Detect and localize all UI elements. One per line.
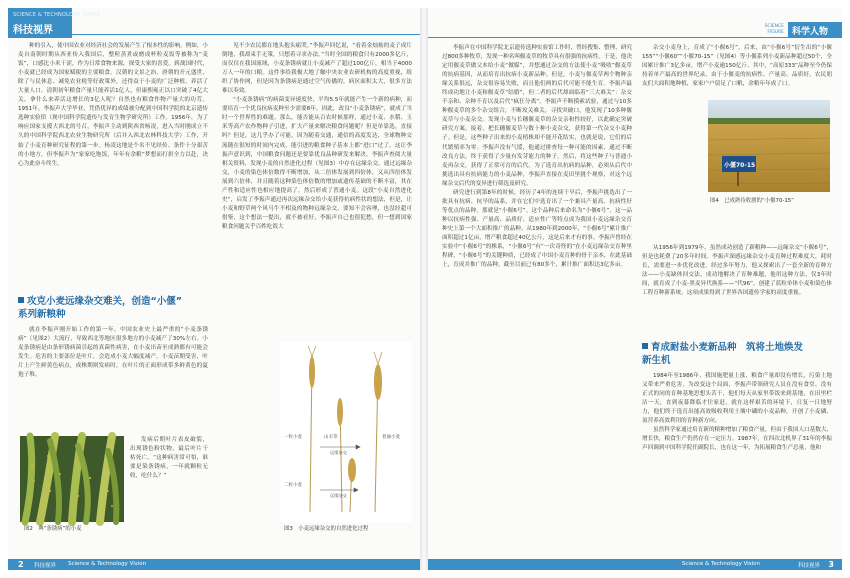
fig3-label: 一粒小麦 bbox=[284, 435, 302, 440]
right-col2-body-side bbox=[642, 76, 704, 202]
paragraph: 从1956年到1979年，虽然成功创造了新粮种——远缘杂交“小偃6号”，但是也耗费了20多年时间。李振声深感远缘杂交小麦育种过程难度大，耗时长，需要进一步优化改进。经过多年努力，他又探索出了一套全新的育种方法——小麦缺体回交法，成功地解决了育种难题，他用这种方法，仅3年时间，就育成了小麦-黑麦异代换系——“代96”。创建了蓝粒单体小麦和染色体工程育种新系统。这项成果得到了世界各国遗传学家的高度重视。 bbox=[642, 245, 832, 297]
magazine-brand-left bbox=[8, 8, 101, 38]
brand-cn: 科技视界 bbox=[13, 25, 53, 36]
paragraph: 见不少农民都在地头抱头痛哭。”李振声回忆说，“看着金灿灿的麦子成片倒地，我却束手无策，只想着寻求办法。”当时全国的粮食只有2000多亿斤，而仅仅在我国流域，小麦条锈病就让小麦减产了超过100亿斤，相当于4000万人一年的口粮。这件事给我极大地了触中央农业农研机构的高度重视，组织了协作网，但是因为条锈病是通过空气传播的，病区面积太大，很多方法难以奏效。 bbox=[222, 43, 412, 95]
paragraph: 杂交小麦身上，育成了“小偃6号”，后来，由“小偃6号”衍生出的“小偃155”“小偃60”“小偃70-15”（见图4）等小偃系列小麦新品种超过50个，全国累计推广3亿多亩，增产小麦逾150亿斤。其中，“高原333”品种至今仍保持着单产最高的世界纪录。由于小偃麦的抗病性、产量高、品质好，农民朋友们大面积地种植，家家户户留足了口粮，余粮年年成了口。 bbox=[642, 45, 832, 88]
paragraph: 虽然科学家通过培育新的粮种增加了粮食产量，但由于我国人口基数大、增长快，粮食生产仍然存在一定压力。1987年，在四次北机界了31年的李振声回调到中国科学院任副院长，也在这一年，为拓展粮食生产总量，他和 bbox=[642, 427, 833, 452]
left-col2-body bbox=[222, 42, 412, 338]
page-number: 3 bbox=[828, 560, 834, 569]
rust-leaves-illustration bbox=[20, 436, 124, 522]
left-footer bbox=[8, 559, 420, 570]
paragraph: 1984年至1986年，我国施肥量上涨，粮食产量却没有增长，污染土地又带来严重危害，为改变这个局面，李振声带领研究人员在没有食堂、没有正式的同的育种基地思想头苦干，他们每天从家里带饭来到基地，在田里栏洁一天，直到夜幕降临才往家赶，就在这样艰苦的环境下，日复一日地努力，他们终于选育出能高效吸收利用土壤中磷的小麦品种，开创了小麦磷、氮营养高效利用的育种新方向。 bbox=[642, 373, 832, 425]
right-col1-body bbox=[442, 44, 632, 548]
footer-brand-cn: 科技视界 bbox=[34, 563, 57, 569]
fig3-label: 二粒小麦 bbox=[284, 483, 302, 488]
fig3-label: 普通小麦 bbox=[382, 435, 400, 440]
heading-square-icon bbox=[642, 343, 648, 349]
heading-line: 攻克小麦远缘杂交难关，创造“小偃” bbox=[27, 296, 182, 307]
page-gutter bbox=[420, 8, 428, 570]
paragraph: 种的引入，使中国农业对经济社会的发展产生了根本性的影响。例如，小麦自南朝时期从西亚传入我国后，整粒蒸煮或磨成杯粒麦饭等被称为“麦饭”，口感比小米干涩，作为日常食物来源，探受大家的喜爱。到战国时代，小麦就已经成为国家赋税的主要粮食。汉朝的文景之治、唐朝的开元盛世，除了与民休息、减免农业税等好政策外，还得益于小麦的广泛种植，养活了大量人口。清朝初年粮食产量只能养活1亿人，但康熙雍正以口突破了4亿大关，拿什么来养活这增长的3亿人呢？自然也有粮食作物产量大的功劳。1951年，李振声大学毕业，凭借优异的成绩被分配到中国科学院的北京遗传选种实验馆（现中国科学院遗传与发育生物学研究所）工作。1956年，为了响应国家支援大西北的号召，李振声主动到陕西省杨凌，进入当时刚成立不久的中国科学院西北农业生物研究所（后并入西北农林科技大学）工作，开始了小麦育种研究征程的第一步。杨凌这地是个名不见经传、条件十分艰苦的小地方，但李振声为“家家吃饱饭，年年有余粮”梦想而打拼全力以赴，决心为此奋斗终生。 bbox=[18, 43, 209, 167]
brand-cn: 科学人物 bbox=[792, 27, 829, 37]
figure-2-caption: 图2 典“条锈病”的小麦 bbox=[24, 526, 82, 532]
header-rule bbox=[428, 37, 788, 38]
figure-3-caption: 图3 小麦远缘杂交的自然进化过程 bbox=[284, 526, 369, 532]
brand-en: SCIENCE & TECHNOLOGY VISION bbox=[13, 12, 101, 18]
footer-brand-en: Science & Technology Vision bbox=[68, 561, 147, 567]
heading-line: 系列新粮种 bbox=[18, 308, 66, 320]
fig3-label: 山羊草 bbox=[324, 435, 338, 440]
footer-brand-en: Science & Technology Vision bbox=[681, 561, 760, 567]
brand-en-line: SCIENCE bbox=[764, 24, 784, 29]
section-heading-1 bbox=[18, 296, 213, 321]
right-page bbox=[428, 8, 842, 570]
paragraph: 研究进行到第8年的时候，经历了4年的连续干旱后，李振声挑选出了一批具有抗病、抗旱的品系，并在它们中选育出了一个兼具产量高、抗病性好等优点的品种，那就是“小偃6号”。这个品种后来命名为“小偃6号”，这一品种以抗病性强、产量高、品质好、适应性广等特点成为我国小麦远缘杂交育种史上第一个大面积推广的品种。从1980年到2000年，“小偃6号”累计推广面积超过1亿亩，增产粮食超过40亿公斤，这是后来才有的事。李振声曾经在实验中“小偃6号”的株系，“小偃6号”有“一次奇怪的”在小麦远缘杂交育种里程碑，“小偃6号”的关键种质，已经成了中国小麦育种的骨干亲本，在此基础上，育成并推广的品种，截至目前已有80多个，累计推广面积达3亿多亩。 bbox=[442, 189, 632, 269]
brand-en-right bbox=[764, 24, 784, 35]
paragraph: 李振声在中国科学院北京遗传选种实验馆工作时，曾经搜集、整理、研究过800多种牧草，发现一种名叫偃麦草的牧草具有很强的抗病性。于是，他决定用偃麦草做父本给小麦“做媒”，并想通过杂交的方法使小麦“吸收”偃麦草的抗病基因，从而培育出抗病小麦新品种。但是，小麦与偃麦草两个物种亲缘关系很远，杂交很容易失败，而且他们两的后代可能不能生育。李振声最终成功地让小麦和偃麦草“结婚”，但二者的后代却面临着“三大难关”：杂交不亲和、杂种不育以及后代“疯狂分离”。李振声不断摸索试验，通过与10多种偃麦草的多个杂交组合，不断攻关难关，寻找突破口，他发现了10多种偃麦草与小麦杂交。发现小麦与长穗偃麦草的杂交亲和性较好，以此确定突破研究方案。接着，把长穗偃麦草与数十种小麦杂交，获得第一代杂交小麦种子。但是，这些种子出来的小麦植株却不能开花结实，也就是说，它们的后代繁殖率为零。李振声没有气馁，他通过排查每一种可能的因素，通过不断改良方法，终于获得了少量有发芽能力的种子。然后，将这些种子与普通小麦再杂交，获得了正常可育的后代。为了选育出抗病的品种，必须从后代中挑选出具有抗病能力的小麦品种，李振声直接在麦田里挑个观察，对这个远缘杂交后代的变异进行筛选及研究。 bbox=[442, 45, 633, 187]
paragraph: “小麦条锈病”的病菌变异速度快，平均5.5年就能产生一个新的病种，而要培育一个优良抗病麦种至少需要8年。因此，改良“小麦条锈病”，就成了当时一个世界性的难题。那么，能否能从百农时候那样，通过小麦、水稻、玉米等高产农作物种子引进，扩大产量来解决粮食问题呢？但是单靠选，直接吗？但是，这几乎办了可能，因为随着交通，通信的高度发达，全球物种交流随在很短的时间内完成，能引进的粮食种子基本上都“进口”过了。这让李振声意识到，中国粮食问题还是要靠优良品种研发来解决。李振声查阅大量相关资料，发现小麦的自然进化过程（见图3）中存在远缘杂交。通过远缘杂交，小麦的染色体倍数得不断增加，从二倍体发展到四倍体，又从四倍体发展到六倍体，并且随着这种染色体倍数的增加或遗传基础的不断丰富，其在产性和适应性也相应地提高了。然后形成了普通小麦。这段“小麦自然进化史”，启发了李振声通过再次远缘杂交给小麦获得抗病性状的想法，但是，让小麦和野草两个风马牛不相及的物种远缘杂交，要知不会容理，也没经超可借鉴，这个想法一提出，就不被看好，李振声自己也很犯愁，但一想到国家粮食问题关乎百姓吃饭大 bbox=[222, 97, 412, 230]
paragraph: 发病后期叶片表皮破裂，出现锈色粉状物，最后叶片干枯死亡。“这种病害常可怕，谁要是染条锈病，一年就颗粒无收，吃什么？” bbox=[130, 437, 208, 480]
fig3-label: 远缘杂交 bbox=[330, 493, 347, 498]
brand-en-line: FIGURE bbox=[767, 29, 784, 35]
figure-2-image bbox=[20, 436, 124, 522]
right-footer bbox=[428, 559, 842, 570]
heading-line: 新生机 bbox=[642, 354, 671, 366]
right-col2-body-mid bbox=[642, 244, 832, 336]
fig3-label: 远缘杂交 bbox=[330, 450, 347, 455]
figure-3-image bbox=[280, 342, 412, 522]
heading-square-icon bbox=[18, 297, 24, 303]
wheat-field-photo bbox=[708, 100, 830, 192]
field-sign-label: 小偃70-15 bbox=[724, 162, 756, 169]
footer-brand-cn: 科技视界 bbox=[797, 563, 820, 569]
figure-4-image bbox=[708, 100, 830, 192]
paragraph: 就在李振声刚开始工作的第一年，中国农业史上最严重的“小麦条锈病”（见图2）大流行，导致西北等地区很多地方的小麦减产了30%左右。小麦条锈病是由条形锈病菌引起的真菌性病害，在小麦出苗至成熟都有可能会发生。危害的主要部位是叶片，会造成小麦大幅度减产。小麦苗期受害，叶片上产生鲜黄色病点，成株期则发病时，在叶片的正面形成带多鲜黄色的夏孢子堆。 bbox=[18, 327, 208, 379]
page-number: 2 bbox=[18, 560, 24, 569]
right-col2-body-top bbox=[642, 44, 832, 88]
magazine-brand-right bbox=[788, 22, 842, 38]
left-col1-body-2 bbox=[18, 326, 208, 434]
left-col1-body-3 bbox=[130, 436, 208, 544]
heading-line: 育成耐盐小麦新品种 筑将土地焕发 bbox=[651, 342, 804, 353]
right-col2-body-bot bbox=[642, 372, 832, 548]
section-heading-2 bbox=[642, 342, 834, 367]
left-page bbox=[8, 8, 420, 570]
left-col1-body bbox=[18, 42, 208, 288]
header-rule bbox=[72, 34, 420, 35]
figure-4-caption: 图4 已成熟待收割的“小偃70-15” bbox=[710, 198, 794, 204]
